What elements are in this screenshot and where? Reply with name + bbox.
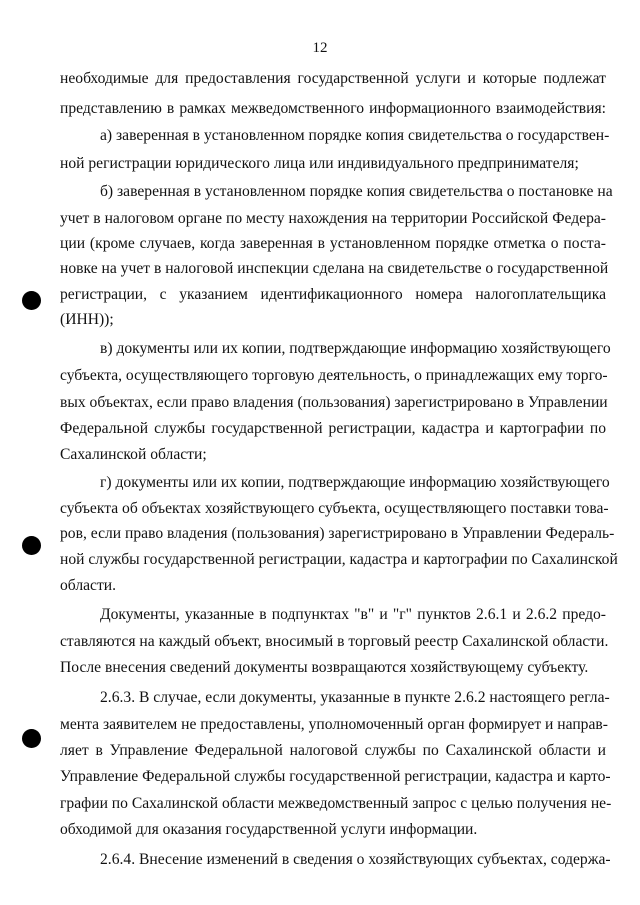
text-line: ров, если право владения (пользования) зарегистрировано в Управлении Федераль- [60, 525, 615, 542]
punch-hole-mark [22, 536, 41, 555]
text-line: ставляются на каждый объект, вносимый в торговый реестр Сахалинской области. [60, 633, 609, 650]
text-line: а) заверенная в установленном порядке копия свидетельства о государствен- [100, 127, 610, 144]
text-line: вых объектах, если право владения (пользования) зарегистрировано в Управлении [60, 394, 608, 411]
text-line: ной службы государственной регистрации, кадастра и картографии по Сахалинской [60, 551, 618, 568]
text-line: ции (кроме случаев, когда заверенная в установленном порядке отметка о поста- [60, 235, 606, 252]
text-line: г) документы или их копии, подтверждающие информацию хозяйствующего [100, 474, 610, 491]
text-line: Документы, указанные в подпунктах "в" и "г" пунктов 2.6.1 и 2.6.2 предо- [100, 606, 606, 623]
punch-hole-mark [22, 291, 41, 310]
text-line: субъекта, осуществляющего торговую деятельность, о принадлежащих ему торго- [60, 367, 608, 384]
text-line: представлению в рамках межведомственного информационного взаимодействия: [60, 100, 606, 117]
text-line: б) заверенная в установленном порядке копия свидетельства о постановке на [100, 183, 613, 200]
text-line: необходимые для предоставления государственной услуги и которые подлежат [60, 70, 606, 87]
text-line: (ИНН)); [60, 311, 114, 328]
text-line: графии по Сахалинской области межведомственный запрос с целью получения не- [60, 795, 612, 812]
text-line: После внесения сведений документы возвращаются хозяйствующему субъекту. [60, 659, 589, 676]
text-line: учет в налоговом органе по месту нахождения на территории Российской Федера- [60, 210, 606, 227]
text-line: новке на учет в налоговой инспекции сделана на свидетельстве о государственной [60, 260, 609, 277]
text-line: Федеральной службы государственной регистрации, кадастра и картографии по [60, 420, 606, 437]
text-line: субъекта об объектах хозяйствующего субъекта, осуществляющего поставки това- [60, 500, 609, 517]
text-line: Сахалинской области; [60, 446, 207, 463]
text-line: области. [60, 577, 117, 594]
text-line: 2.6.3. В случае, если документы, указанные в пункте 2.6.2 настоящего регла- [100, 689, 610, 706]
text-line: в) документы или их копии, подтверждающие информацию хозяйствующего [100, 340, 611, 357]
text-line: ляет в Управление Федеральной налоговой службы по Сахалинской области и [60, 742, 606, 759]
punch-hole-mark [22, 729, 41, 748]
text-line: регистрации, с указанием идентификационного номера налогоплательщика [60, 286, 606, 303]
text-line: обходимой для оказания государственной услуги информации. [60, 821, 478, 838]
text-line: ной регистрации юридического лица или индивидуального предпринимателя; [60, 155, 579, 172]
text-line: Управление Федеральной службы государственной регистрации, кадастра и карто- [60, 768, 611, 785]
page-number: 12 [312, 40, 328, 56]
text-line: мента заявителем не предоставлены, уполномоченный орган формирует и направ- [60, 716, 608, 733]
text-line: 2.6.4. Внесение изменений в сведения о хозяйствующих субъектах, содержа- [100, 851, 611, 868]
